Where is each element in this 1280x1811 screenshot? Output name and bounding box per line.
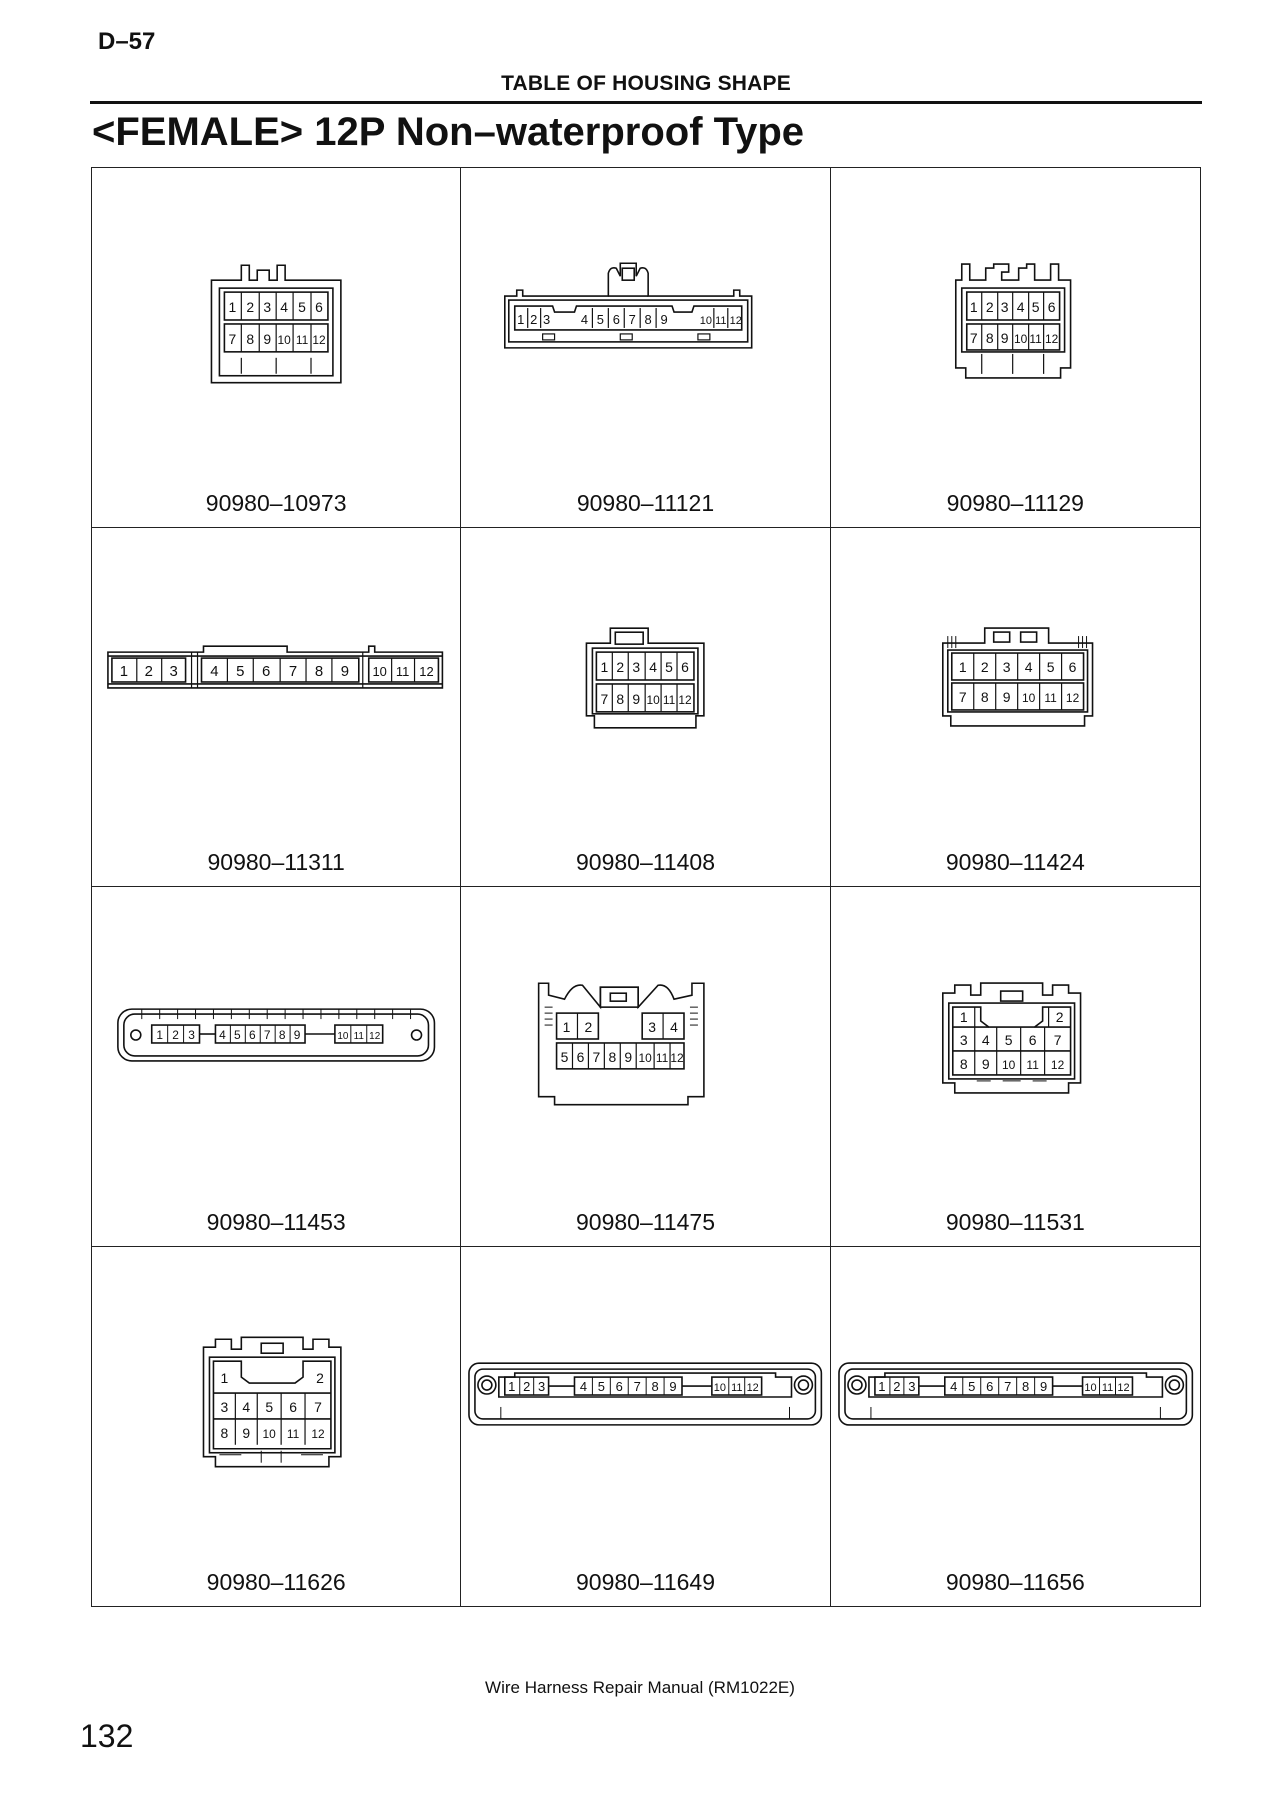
svg-text:12: 12 <box>1050 1057 1064 1072</box>
svg-text:8: 8 <box>651 1378 660 1394</box>
svg-text:9: 9 <box>1039 1378 1047 1394</box>
header-rule <box>90 101 1202 104</box>
connector-cell <box>461 887 830 1247</box>
connector-cell <box>461 1247 830 1607</box>
svg-text:1: 1 <box>600 658 609 675</box>
svg-text:10: 10 <box>638 1050 653 1065</box>
svg-text:11: 11 <box>1101 1381 1113 1394</box>
svg-text:1: 1 <box>119 662 129 680</box>
svg-text:1: 1 <box>877 1378 886 1394</box>
svg-text:10: 10 <box>1084 1381 1097 1394</box>
svg-text:4: 4 <box>219 1027 226 1042</box>
part-number: 90980–11649 <box>575 1569 715 1595</box>
svg-text:12: 12 <box>729 314 743 327</box>
svg-text:10: 10 <box>714 1381 727 1394</box>
svg-text:8: 8 <box>608 1048 617 1065</box>
part-number: 90980–11129 <box>946 489 1084 516</box>
svg-text:9: 9 <box>669 1378 677 1394</box>
svg-text:11: 11 <box>395 663 410 679</box>
svg-text:6: 6 <box>681 658 690 675</box>
part-number: 90980–11475 <box>575 1208 715 1235</box>
svg-text:4: 4 <box>1016 299 1025 316</box>
svg-text:6: 6 <box>1028 1031 1037 1048</box>
svg-text:2: 2 <box>1055 1009 1064 1026</box>
svg-text:7: 7 <box>958 688 967 705</box>
svg-text:6: 6 <box>1047 299 1056 316</box>
svg-text:11: 11 <box>731 1381 743 1394</box>
svg-text:3: 3 <box>538 1378 546 1394</box>
svg-text:8: 8 <box>980 688 989 705</box>
page-code: D–57 <box>98 28 156 55</box>
svg-text:3: 3 <box>220 1398 229 1415</box>
svg-text:4: 4 <box>210 662 219 680</box>
svg-text:4: 4 <box>670 1019 679 1036</box>
svg-text:8: 8 <box>314 662 324 680</box>
svg-text:6: 6 <box>248 1027 256 1042</box>
svg-text:2: 2 <box>985 299 994 316</box>
part-number: 90980–11453 <box>206 1208 346 1235</box>
svg-text:2: 2 <box>523 1378 531 1394</box>
svg-text:3: 3 <box>959 1031 968 1048</box>
svg-text:10: 10 <box>262 1426 276 1441</box>
svg-text:6: 6 <box>262 662 271 680</box>
svg-text:10: 10 <box>1001 1057 1016 1072</box>
connector-diagram <box>461 168 829 468</box>
connector-cell <box>461 168 830 528</box>
svg-text:10: 10 <box>1013 331 1027 346</box>
svg-text:6: 6 <box>315 299 323 316</box>
svg-text:10: 10 <box>277 332 291 347</box>
svg-text:3: 3 <box>632 658 641 675</box>
svg-text:1: 1 <box>228 299 237 316</box>
svg-text:3: 3 <box>543 311 551 327</box>
svg-text:12: 12 <box>419 663 434 679</box>
connector-cell <box>92 528 461 888</box>
svg-text:12: 12 <box>369 1030 381 1042</box>
page-title: <FEMALE> 12P Non–waterproof Type <box>92 110 805 154</box>
svg-text:6: 6 <box>576 1048 585 1065</box>
svg-text:8: 8 <box>985 329 994 346</box>
connector-diagram <box>92 528 460 828</box>
svg-text:12: 12 <box>311 1426 325 1441</box>
svg-text:7: 7 <box>628 311 637 327</box>
svg-text:12: 12 <box>746 1381 760 1394</box>
connector-cell <box>92 1247 461 1607</box>
svg-text:5: 5 <box>1004 1031 1013 1048</box>
svg-text:3: 3 <box>263 299 272 316</box>
svg-text:6: 6 <box>616 1378 624 1394</box>
svg-text:11: 11 <box>1029 331 1042 346</box>
svg-text:11: 11 <box>295 332 309 347</box>
svg-text:6: 6 <box>613 311 621 327</box>
svg-text:12: 12 <box>1044 331 1058 346</box>
connector-diagram <box>831 168 1200 468</box>
svg-text:1: 1 <box>958 658 967 675</box>
svg-text:10: 10 <box>337 1030 349 1042</box>
part-number: 90980–11531 <box>945 1208 1085 1235</box>
svg-text:7: 7 <box>314 1398 322 1415</box>
connector-diagram <box>92 1247 460 1547</box>
svg-text:12: 12 <box>1117 1381 1130 1394</box>
connector-cell <box>831 528 1200 888</box>
svg-text:11: 11 <box>715 314 727 327</box>
svg-text:6: 6 <box>1068 658 1077 675</box>
svg-text:8: 8 <box>246 330 255 347</box>
svg-text:2: 2 <box>616 658 625 675</box>
part-number: 90980–11424 <box>945 849 1085 875</box>
svg-text:9: 9 <box>660 311 669 327</box>
svg-text:8: 8 <box>959 1055 968 1072</box>
connector-diagram <box>831 528 1200 828</box>
svg-text:5: 5 <box>560 1048 569 1065</box>
svg-text:9: 9 <box>242 1424 251 1441</box>
connector-diagram <box>461 887 829 1187</box>
svg-text:2: 2 <box>246 299 255 316</box>
connector-diagram <box>461 528 829 828</box>
svg-text:6: 6 <box>289 1398 297 1415</box>
svg-text:2: 2 <box>584 1019 593 1036</box>
connector-table <box>91 167 1201 1607</box>
connector-diagram <box>92 887 460 1187</box>
svg-text:9: 9 <box>293 1027 301 1042</box>
svg-text:6: 6 <box>985 1378 993 1394</box>
svg-text:9: 9 <box>263 330 272 347</box>
svg-text:9: 9 <box>624 1048 633 1065</box>
part-number: 90980–11121 <box>576 489 715 516</box>
footer-manual-title: Wire Harness Repair Manual (RM1022E) <box>485 1678 795 1697</box>
svg-text:2: 2 <box>530 311 538 327</box>
connector-diagram <box>92 168 460 468</box>
svg-text:3: 3 <box>1000 299 1009 316</box>
svg-text:4: 4 <box>581 311 589 327</box>
svg-text:10: 10 <box>700 314 713 327</box>
svg-text:4: 4 <box>949 1378 958 1394</box>
svg-text:1: 1 <box>959 1009 968 1026</box>
svg-text:7: 7 <box>969 329 978 346</box>
svg-text:2: 2 <box>980 658 989 675</box>
page-number: 132 <box>80 1718 134 1754</box>
svg-text:10: 10 <box>1021 690 1035 705</box>
svg-text:1: 1 <box>969 299 978 316</box>
svg-text:5: 5 <box>1046 658 1055 675</box>
svg-text:5: 5 <box>665 658 674 675</box>
svg-text:11: 11 <box>353 1030 364 1042</box>
svg-text:9: 9 <box>981 1055 990 1072</box>
svg-text:9: 9 <box>340 662 350 680</box>
svg-text:12: 12 <box>678 692 692 707</box>
svg-text:11: 11 <box>286 1426 300 1441</box>
svg-text:7: 7 <box>1003 1378 1011 1394</box>
svg-text:10: 10 <box>372 663 387 679</box>
svg-text:5: 5 <box>298 299 306 316</box>
svg-text:1: 1 <box>220 1369 229 1386</box>
svg-text:2: 2 <box>172 1027 179 1042</box>
svg-text:3: 3 <box>648 1019 657 1036</box>
connector-diagram <box>461 1247 829 1547</box>
svg-text:1: 1 <box>562 1019 571 1036</box>
svg-text:7: 7 <box>600 690 609 707</box>
svg-text:2: 2 <box>316 1369 324 1386</box>
svg-text:1: 1 <box>156 1027 164 1042</box>
svg-text:5: 5 <box>598 1378 606 1394</box>
svg-text:11: 11 <box>656 1050 669 1065</box>
svg-text:4: 4 <box>981 1031 990 1048</box>
svg-text:3: 3 <box>907 1378 916 1394</box>
svg-text:7: 7 <box>263 1027 271 1042</box>
svg-text:7: 7 <box>592 1048 601 1065</box>
svg-text:5: 5 <box>1031 299 1040 316</box>
svg-text:5: 5 <box>236 662 245 680</box>
connector-cell <box>92 168 461 528</box>
part-number: 90980–11311 <box>207 849 345 875</box>
svg-text:7: 7 <box>1053 1031 1062 1048</box>
svg-text:7: 7 <box>288 662 298 680</box>
svg-text:11: 11 <box>663 692 676 707</box>
connector-cell <box>831 168 1200 528</box>
svg-text:4: 4 <box>1024 658 1033 675</box>
svg-text:4: 4 <box>242 1398 251 1415</box>
svg-text:3: 3 <box>169 662 178 680</box>
svg-text:5: 5 <box>967 1378 976 1394</box>
connector-cell <box>461 528 830 888</box>
part-number: 90980–10973 <box>205 489 347 516</box>
part-number: 90980–11626 <box>206 1569 346 1595</box>
svg-text:2: 2 <box>144 662 153 680</box>
svg-text:4: 4 <box>649 658 658 675</box>
svg-text:10: 10 <box>646 692 661 707</box>
svg-text:8: 8 <box>278 1027 286 1042</box>
svg-text:7: 7 <box>633 1378 642 1394</box>
connector-diagram <box>831 1247 1200 1547</box>
svg-text:11: 11 <box>1044 690 1057 705</box>
svg-text:12: 12 <box>670 1050 684 1065</box>
svg-text:2: 2 <box>892 1378 901 1394</box>
section-title: TABLE OF HOUSING SHAPE <box>501 72 791 95</box>
svg-text:8: 8 <box>1021 1378 1029 1394</box>
connector-cell <box>92 887 461 1247</box>
svg-text:5: 5 <box>234 1027 241 1042</box>
svg-text:3: 3 <box>188 1027 195 1042</box>
svg-text:9: 9 <box>1000 329 1009 346</box>
svg-text:11: 11 <box>1026 1057 1039 1072</box>
part-number: 90980–11656 <box>945 1569 1085 1595</box>
svg-text:5: 5 <box>597 311 605 327</box>
svg-text:1: 1 <box>517 311 525 327</box>
svg-text:9: 9 <box>1002 688 1011 705</box>
svg-text:8: 8 <box>220 1424 229 1441</box>
svg-text:4: 4 <box>580 1378 588 1394</box>
svg-text:4: 4 <box>280 299 289 316</box>
svg-text:5: 5 <box>265 1398 274 1415</box>
svg-text:1: 1 <box>508 1378 516 1394</box>
svg-text:3: 3 <box>1002 658 1011 675</box>
svg-text:12: 12 <box>1065 690 1079 705</box>
connector-cell <box>831 1247 1200 1607</box>
svg-text:8: 8 <box>644 311 653 327</box>
svg-text:12: 12 <box>312 332 326 347</box>
connector-cell <box>831 887 1200 1247</box>
svg-text:9: 9 <box>632 690 641 707</box>
connector-diagram <box>831 887 1200 1187</box>
svg-text:7: 7 <box>228 330 237 347</box>
part-number: 90980–11408 <box>575 849 715 875</box>
svg-text:8: 8 <box>616 690 625 707</box>
